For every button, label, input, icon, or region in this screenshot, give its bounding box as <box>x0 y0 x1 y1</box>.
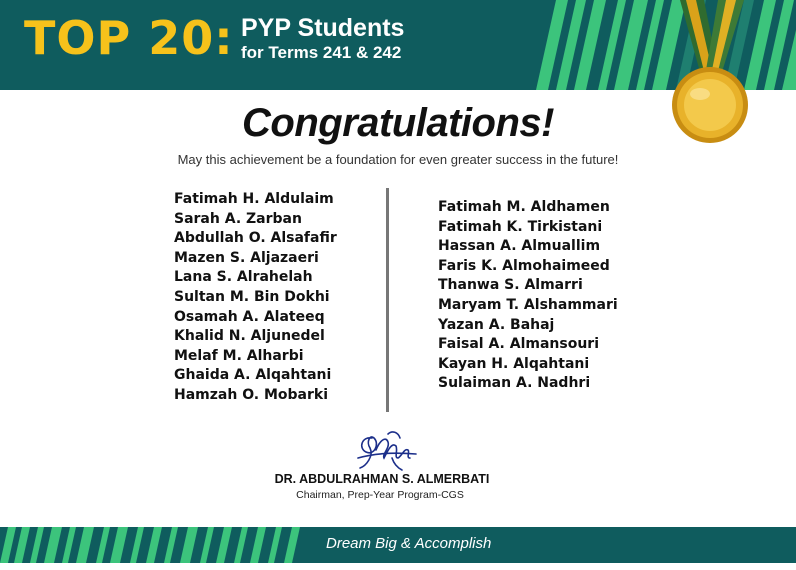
student-name: Faris K. Almohaimeed <box>438 257 610 274</box>
student-name: Sulaiman A. Nadhri <box>438 375 591 392</box>
student-name: Osamah A. Alateeq <box>174 308 325 325</box>
student-name: Sarah A. Zarban <box>174 210 302 227</box>
student-name: Fatimah K. Tirkistani <box>438 218 603 235</box>
signature-image <box>352 428 422 472</box>
student-name: Abdullah O. Alsafafir <box>174 230 337 247</box>
congratulations-heading: Congratulations! <box>242 101 554 145</box>
student-name: Lana S. Alrahelah <box>174 269 313 286</box>
student-name: Sultan M. Bin Dokhi <box>174 288 330 305</box>
top20-label: TOP 20: <box>24 11 234 65</box>
students-list-left <box>174 190 337 406</box>
student-name: Melaf M. Alharbi <box>174 347 304 364</box>
student-name: Hamzah O. Mobarki <box>174 386 329 403</box>
student-name: Hassan A. Almuallim <box>438 238 601 255</box>
student-name: Khalid N. Aljunedel <box>174 328 325 345</box>
signatory-name: DR. ABDULRAHMAN S. ALMERBATI <box>274 472 490 486</box>
student-name: Mazen S. Aljazaeri <box>174 249 319 266</box>
student-name: Fatimah H. Aldulaim <box>174 191 334 207</box>
students-list-right <box>438 198 618 394</box>
student-name: Fatimah M. Aldhamen <box>438 199 610 215</box>
student-name: Thanwa S. Almarri <box>438 277 583 294</box>
banner-title: PYP Students <box>241 14 405 42</box>
student-name: Yazan A. Bahaj <box>438 316 555 333</box>
congratulations-message: May this achievement be a foundation for even greater success in the future! <box>177 152 619 167</box>
footer-stripes <box>0 527 330 563</box>
student-name: Kayan H. Alqahtani <box>438 355 590 372</box>
student-name: Ghaida A. Alqahtani <box>174 367 332 384</box>
student-name: Maryam T. Alshammari <box>438 296 618 313</box>
signatory-role: Chairman, Prep-Year Program-CGS <box>296 489 464 501</box>
footer-tagline: Dream Big & Accomplish <box>326 535 492 552</box>
footer-banner <box>0 527 796 563</box>
banner-subtitle: for Terms 241 & 242 <box>241 43 402 62</box>
column-divider <box>386 188 389 412</box>
student-name: Faisal A. Almansouri <box>438 336 599 353</box>
